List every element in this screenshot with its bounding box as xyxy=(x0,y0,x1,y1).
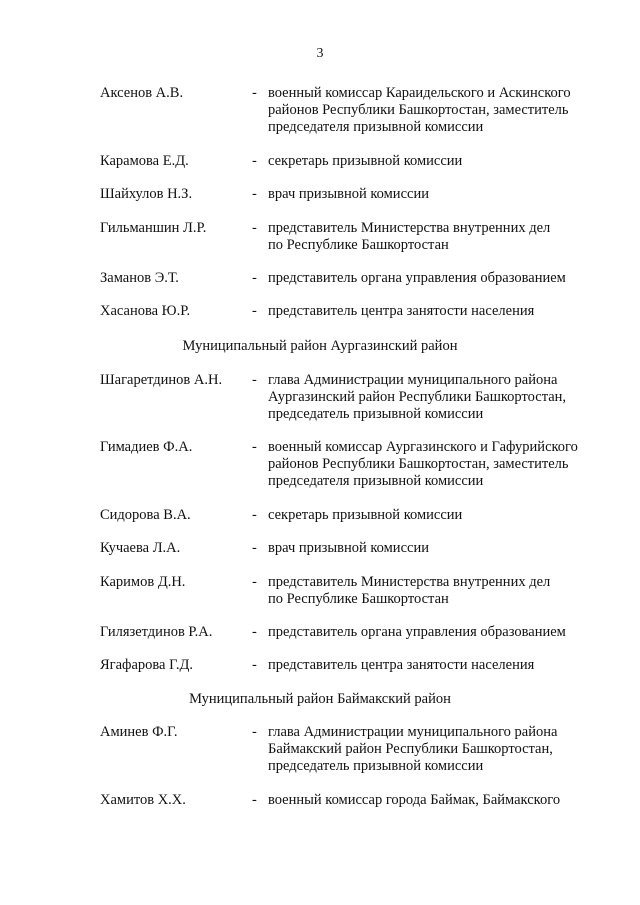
dash-separator: - xyxy=(252,303,257,319)
role-line: военный комиссар города Баймак, Баймакского xyxy=(268,792,561,808)
role-line: врач призывной комиссии xyxy=(268,540,429,556)
member-role xyxy=(268,270,608,287)
member-role xyxy=(268,624,608,641)
dash-separator: - xyxy=(252,540,257,556)
member-role xyxy=(268,85,608,136)
role-line: глава Администрации муниципального района xyxy=(268,372,558,388)
member-name: Ягафарова Г.Д. xyxy=(100,657,193,673)
role-line: представитель центра занятости населения xyxy=(268,303,535,319)
member-name: Каримов Д.Н. xyxy=(100,574,186,590)
member-role xyxy=(268,153,608,170)
role-line: секретарь призывной комиссии xyxy=(268,153,463,169)
member-role xyxy=(268,792,608,809)
member-name: Заманов Э.Т. xyxy=(100,270,179,286)
member-name: Аминев Ф.Г. xyxy=(100,724,178,740)
member-name: Гилязетдинов Р.А. xyxy=(100,624,213,640)
dash-separator: - xyxy=(252,792,257,808)
role-line: секретарь призывной комиссии xyxy=(268,507,463,523)
role-line: Аургазинский район Республики Башкортостан, xyxy=(268,389,567,405)
member-role xyxy=(268,220,608,254)
member-name: Гильманшин Л.Р. xyxy=(100,220,207,236)
member-name: Хамитов Х.Х. xyxy=(100,792,186,808)
role-line: председатель призывной комиссии xyxy=(268,758,484,774)
member-role xyxy=(268,724,608,775)
member-role xyxy=(268,186,608,203)
member-role xyxy=(268,507,608,524)
role-line: районов Республики Башкортостан, заместитель xyxy=(268,102,569,118)
member-name: Аксенов А.В. xyxy=(100,85,184,101)
member-name: Гимадиев Ф.А. xyxy=(100,439,193,455)
dash-separator: - xyxy=(252,186,257,202)
role-line: Баймакский район Республики Башкортостан, xyxy=(268,741,553,757)
role-line: военный комиссар Караидельского и Аскинского xyxy=(268,85,571,101)
dash-separator: - xyxy=(252,153,257,169)
dash-separator: - xyxy=(252,220,257,236)
dash-separator: - xyxy=(252,439,257,455)
role-line: председатель призывной комиссии xyxy=(268,406,484,422)
dash-separator: - xyxy=(252,372,257,388)
dash-separator: - xyxy=(252,624,257,640)
role-line: представитель органа управления образованием xyxy=(268,270,566,286)
role-line: представитель органа управления образованием xyxy=(268,624,566,640)
member-name: Шагаретдинов А.Н. xyxy=(100,372,223,388)
role-line: представитель Министерства внутренних дел xyxy=(268,220,551,236)
member-role xyxy=(268,540,608,557)
member-name: Хасанова Ю.Р. xyxy=(100,303,191,319)
role-line: председателя призывной комиссии xyxy=(268,119,484,135)
member-name: Кучаева Л.А. xyxy=(100,540,181,556)
member-name: Сидорова В.А. xyxy=(100,507,191,523)
dash-separator: - xyxy=(252,507,257,523)
dash-separator: - xyxy=(252,724,257,740)
member-role xyxy=(268,372,608,423)
role-line: по Республике Башкортостан xyxy=(268,237,449,253)
member-role xyxy=(268,657,608,674)
member-name: Карамова Е.Д. xyxy=(100,153,189,169)
member-role xyxy=(268,303,608,320)
member-name: Шайхулов Н.З. xyxy=(100,186,193,202)
role-line: председателя призывной комиссии xyxy=(268,473,484,489)
role-line: военный комиссар Аургазинского и Гафурийского xyxy=(268,439,578,455)
role-line: глава Администрации муниципального района xyxy=(268,724,558,740)
dash-separator: - xyxy=(252,574,257,590)
section-heading: Муниципальный район Аургазинский район xyxy=(182,338,458,354)
dash-separator: - xyxy=(252,657,257,673)
section-heading: Муниципальный район Баймакский район xyxy=(189,691,451,707)
role-line: представитель центра занятости населения xyxy=(268,657,535,673)
dash-separator: - xyxy=(252,270,257,286)
role-line: по Республике Башкортостан xyxy=(268,591,449,607)
role-line: районов Республики Башкортостан, заместитель xyxy=(268,456,569,472)
page-number: 3 xyxy=(316,46,324,61)
role-line: представитель Министерства внутренних дел xyxy=(268,574,551,590)
dash-separator: - xyxy=(252,85,257,101)
member-role xyxy=(268,439,608,490)
member-role xyxy=(268,574,608,608)
role-line: врач призывной комиссии xyxy=(268,186,429,202)
